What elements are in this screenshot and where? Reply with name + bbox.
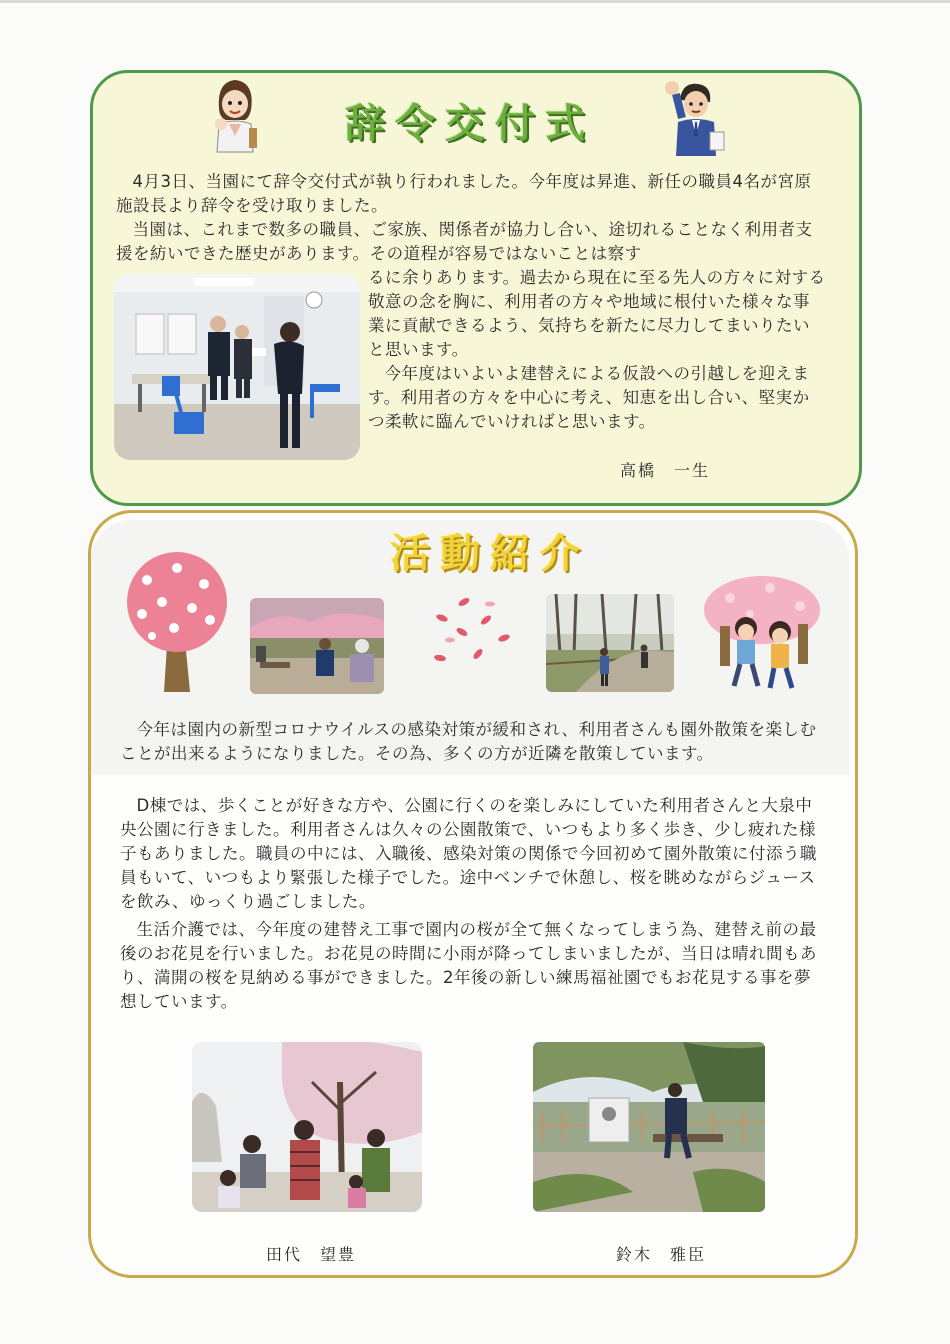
park-walk-photo [546, 594, 674, 692]
girl-fist-illustration-icon [205, 74, 265, 154]
cherry-tree-icon [122, 550, 232, 696]
bench-rest-photo [533, 1042, 765, 1212]
section1-paragraph-1: 4月3日、当園にて辞令交付式が執り行われました。今年度は昇進、新任の職員4名が宮原施設長より辞令を受け取りました。 [116, 172, 812, 215]
section1-paragraph-2-continued: るに余りあります。過去から現在に至る先人の方々に対する敬意の念を胸に、利用者の方々や地域に根付いた様々な事業に貢献できるよう、気持ちを新たに尽力してまいりたいと思います。 [368, 268, 826, 359]
caption-left: 田代 望豊 [266, 1245, 357, 1264]
top-edge-line [0, 0, 950, 3]
falling-petals-icon [428, 596, 514, 668]
section1-title: 辞令交付式 [345, 101, 595, 147]
section2-paragraph-3: 生活介護では、今年度の建替え工事で園内の桜が全て無くなってしまう為、建替え前の最後のお花見を行いました。お花見の時間に小雨が降ってしまいましたが、当日は晴れ間もあり、満開の桜を見納める事ができました。2年後の新しい練馬福祉園でもお花見する事を夢想しています。 [120, 920, 817, 1011]
kids-cherry-blossom-illustration-icon [700, 572, 824, 696]
section2-paragraph-1: 今年は園内の新型コロナウイルスの感染対策が緩和され、利用者さんも園外散策を楽しむことが出来るようになりました。その為、多くの方が近隣を散策しています。 [120, 720, 817, 763]
section1-paragraph-3: 今年度はいよいよ建替えによる仮設への引越しを迎えます。利用者の方々を中心に考え、知恵を出し合い、堅実かつ柔軟に臨んでいければと思います。 [368, 364, 810, 431]
ceremony-photo [114, 274, 360, 460]
section1-paragraph-2: 当園は、これまで数多の職員、ご家族、関係者が協力し合い、途切れることなく利用者支援を紡いできた歴史があります。その道程が容易ではないことは察す [116, 220, 813, 263]
cherry-blossom-viewing-photo [192, 1042, 422, 1212]
park-group-photo [250, 598, 384, 694]
man-fist-illustration-icon [662, 76, 728, 158]
section2-title: 活動紹介 [390, 531, 590, 577]
section2-paragraph-2: D棟では、歩くことが好きな方や、公園に行くのを楽しみにしていた利用者さんと大泉中央公園に行きました。利用者さんは久々の公園散策で、いつもより多く歩き、少し疲れた様子もありました。職員の中には、入職後、感染対策の関係で今回初めて園外散策に付添う職員もいて、いつもより緊張した様子でした。途中ベンチで休憩し、桜を眺めながらジュースを飲み、ゆっくり過ごしました。 [120, 796, 817, 911]
section1-signature: 高橋 一生 [620, 461, 711, 480]
caption-right: 鈴木 雅臣 [616, 1245, 707, 1264]
